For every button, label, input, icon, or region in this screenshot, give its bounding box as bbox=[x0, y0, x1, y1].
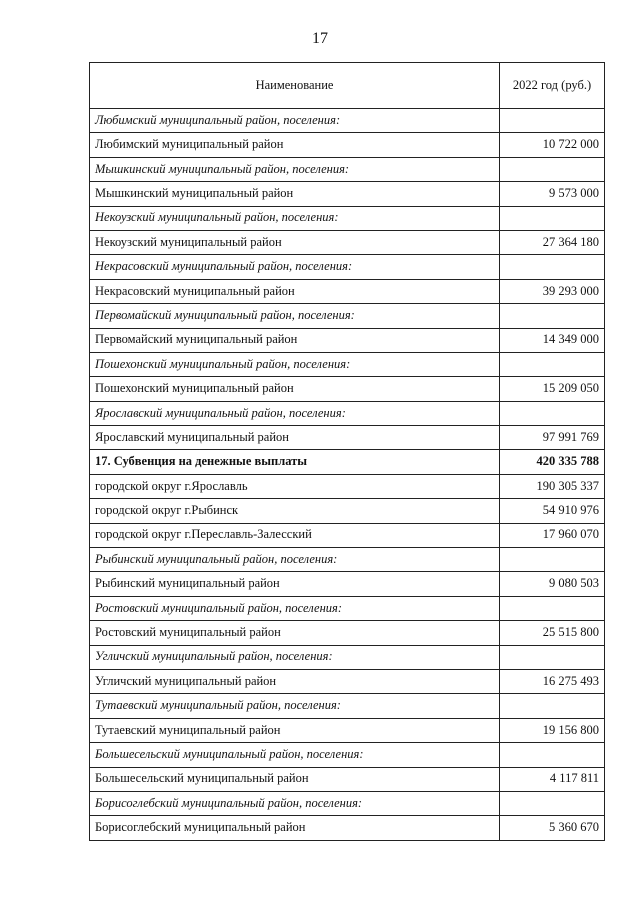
table-section-row bbox=[90, 450, 605, 474]
row-value bbox=[500, 352, 605, 376]
table-subheader-row bbox=[90, 596, 605, 620]
row-value: 16 275 493 bbox=[500, 669, 605, 693]
row-name: Большесельский муниципальный район, поселения: bbox=[90, 743, 500, 767]
row-value: 4 117 811 bbox=[500, 767, 605, 791]
row-value bbox=[500, 401, 605, 425]
table-subheader-row bbox=[90, 206, 605, 230]
table-body bbox=[90, 109, 605, 841]
table-row bbox=[90, 230, 605, 254]
row-value: 25 515 800 bbox=[500, 621, 605, 645]
row-value bbox=[500, 548, 605, 572]
row-value bbox=[500, 304, 605, 328]
table-subheader-row bbox=[90, 743, 605, 767]
row-value bbox=[500, 694, 605, 718]
table-row bbox=[90, 669, 605, 693]
row-value: 10 722 000 bbox=[500, 133, 605, 157]
table-subheader-row bbox=[90, 255, 605, 279]
budget-table bbox=[89, 62, 605, 841]
row-value: 9 573 000 bbox=[500, 182, 605, 206]
row-value bbox=[500, 109, 605, 133]
row-name: Борисоглебский муниципальный район, поселения: bbox=[90, 791, 500, 815]
table-subheader-row bbox=[90, 352, 605, 376]
table-row bbox=[90, 621, 605, 645]
row-name: Ростовский муниципальный район bbox=[90, 621, 500, 645]
row-name: Тутаевский муниципальный район bbox=[90, 718, 500, 742]
row-value bbox=[500, 157, 605, 181]
column-header-value: 2022 год (руб.) bbox=[500, 63, 605, 109]
table-subheader-row bbox=[90, 304, 605, 328]
row-value: 14 349 000 bbox=[500, 328, 605, 352]
table-subheader-row bbox=[90, 694, 605, 718]
row-name: Некрасовский муниципальный район, поселения: bbox=[90, 255, 500, 279]
table-row bbox=[90, 377, 605, 401]
row-name: городской округ г.Рыбинск bbox=[90, 499, 500, 523]
row-name: Ярославский муниципальный район, поселения: bbox=[90, 401, 500, 425]
table-subheader-row bbox=[90, 109, 605, 133]
row-name: Любимский муниципальный район bbox=[90, 133, 500, 157]
row-name: Любимский муниципальный район, поселения: bbox=[90, 109, 500, 133]
row-name: Ростовский муниципальный район, поселения: bbox=[90, 596, 500, 620]
table-subheader-row bbox=[90, 157, 605, 181]
row-name: Пошехонский муниципальный район bbox=[90, 377, 500, 401]
table-row bbox=[90, 523, 605, 547]
row-name: Борисоглебский муниципальный район bbox=[90, 816, 500, 840]
page-number: 17 bbox=[312, 30, 328, 47]
table-row bbox=[90, 718, 605, 742]
row-value: 39 293 000 bbox=[500, 279, 605, 303]
table-row bbox=[90, 572, 605, 596]
table-row bbox=[90, 499, 605, 523]
table-row bbox=[90, 133, 605, 157]
table-row bbox=[90, 182, 605, 206]
row-name: Некоузский муниципальный район, поселения: bbox=[90, 206, 500, 230]
row-value: 54 910 976 bbox=[500, 499, 605, 523]
row-value bbox=[500, 791, 605, 815]
row-name: Пошехонский муниципальный район, поселения: bbox=[90, 352, 500, 376]
row-name: городской округ г.Переславль-Залесский bbox=[90, 523, 500, 547]
row-name: Рыбинский муниципальный район, поселения: bbox=[90, 548, 500, 572]
table-subheader-row bbox=[90, 401, 605, 425]
table-row bbox=[90, 426, 605, 450]
row-name: 17. Субвенция на денежные выплаты bbox=[90, 450, 500, 474]
row-value: 9 080 503 bbox=[500, 572, 605, 596]
table-row bbox=[90, 816, 605, 840]
table-row bbox=[90, 767, 605, 791]
row-value: 190 305 337 bbox=[500, 474, 605, 498]
row-value: 17 960 070 bbox=[500, 523, 605, 547]
table-row bbox=[90, 279, 605, 303]
table-subheader-row bbox=[90, 645, 605, 669]
row-name: Мышкинский муниципальный район bbox=[90, 182, 500, 206]
row-name: Угличский муниципальный район, поселения: bbox=[90, 645, 500, 669]
table-header-row bbox=[90, 63, 605, 109]
row-value: 15 209 050 bbox=[500, 377, 605, 401]
row-value bbox=[500, 596, 605, 620]
row-value: 27 364 180 bbox=[500, 230, 605, 254]
table-row bbox=[90, 328, 605, 352]
table-row bbox=[90, 474, 605, 498]
row-value bbox=[500, 743, 605, 767]
row-value: 420 335 788 bbox=[500, 450, 605, 474]
row-value: 5 360 670 bbox=[500, 816, 605, 840]
row-value bbox=[500, 255, 605, 279]
row-value bbox=[500, 206, 605, 230]
row-name: Первомайский муниципальный район bbox=[90, 328, 500, 352]
column-header-name: Наименование bbox=[90, 63, 500, 109]
row-name: Рыбинский муниципальный район bbox=[90, 572, 500, 596]
row-value bbox=[500, 645, 605, 669]
row-name: Некоузский муниципальный район bbox=[90, 230, 500, 254]
table-subheader-row bbox=[90, 791, 605, 815]
row-value: 97 991 769 bbox=[500, 426, 605, 450]
row-value: 19 156 800 bbox=[500, 718, 605, 742]
row-name: Угличский муниципальный район bbox=[90, 669, 500, 693]
row-name: городской округ г.Ярославль bbox=[90, 474, 500, 498]
row-name: Тутаевский муниципальный район, поселения: bbox=[90, 694, 500, 718]
table-subheader-row bbox=[90, 548, 605, 572]
row-name: Некрасовский муниципальный район bbox=[90, 279, 500, 303]
row-name: Первомайский муниципальный район, поселения: bbox=[90, 304, 500, 328]
row-name: Ярославский муниципальный район bbox=[90, 426, 500, 450]
row-name: Мышкинский муниципальный район, поселения: bbox=[90, 157, 500, 181]
row-name: Большесельский муниципальный район bbox=[90, 767, 500, 791]
